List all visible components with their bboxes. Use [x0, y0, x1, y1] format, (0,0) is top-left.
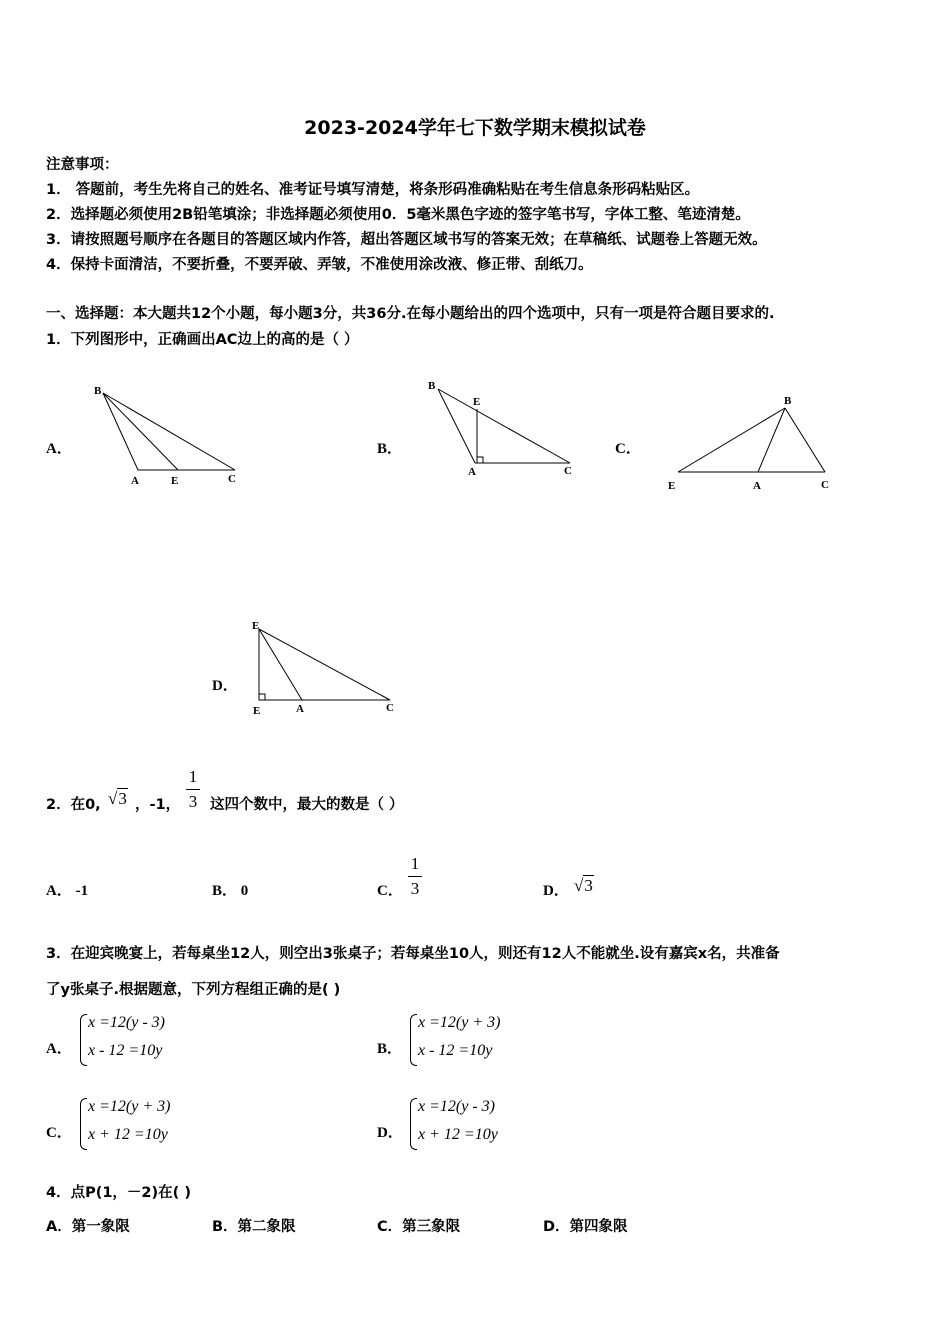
figure-a [85, 378, 250, 488]
vertex-label: C [564, 465, 572, 477]
system-brace [410, 1098, 417, 1150]
option-d-sqrt: √3 [574, 876, 593, 895]
vertex-label: E [252, 620, 260, 632]
equation-system-d [418, 1093, 498, 1149]
sqrt-radicand: 3 [118, 789, 127, 808]
option-d: D．第四象限 [543, 1219, 628, 1235]
option-d-label: D． [543, 883, 569, 899]
vertex-label: A [296, 703, 304, 715]
vertex-label: C [821, 479, 829, 491]
note-item: 1． 答题前，考生先将自己的姓名、准考证号填写清楚，将条形码准确粘贴在考生信息条形码粘贴区。 [46, 182, 700, 198]
equation-system-a [88, 1009, 165, 1065]
note-item: 4．保持卡面清洁，不要折叠，不要弄破、弄皱，不准使用涂改液、修正带、刮纸刀。 [46, 257, 593, 273]
question-stem-suffix: 这四个数中，最大的数是（ ） [210, 797, 404, 813]
vertex-label: E [253, 705, 261, 717]
sqrt-radicand: 3 [584, 876, 593, 895]
option-a [46, 879, 88, 900]
question-stem-prefix: 2．在0, [46, 797, 101, 813]
question-stem-line: 3．在迎宾晚宴上，若每桌坐12人，则空出3张桌子；若每桌坐10人，则还有12人不能就坐.设有嘉宾x名，共准备 [46, 946, 780, 962]
question-stem-line: 了y张桌子.根据题意，下列方程组正确的是( ) [46, 982, 341, 998]
vertex-label: C [228, 473, 236, 485]
figure-c [660, 390, 840, 495]
option-b [212, 879, 248, 900]
option-label: B． [212, 883, 238, 899]
equation: x + 12 =10y [418, 1126, 498, 1143]
equation: x =12(y - 3) [88, 1014, 165, 1031]
option-label-d: D． [377, 1125, 403, 1141]
system-brace [80, 1014, 87, 1066]
system-brace [80, 1098, 87, 1150]
equation: x - 12 =10y [88, 1042, 163, 1059]
vertex-label: C [386, 702, 394, 714]
equation: x =12(y + 3) [418, 1014, 501, 1031]
vertex-label: B [784, 395, 792, 407]
option-label-c: C． [46, 1125, 72, 1141]
figure-d [245, 615, 410, 720]
equation: x =12(y - 3) [418, 1098, 495, 1115]
vertex-label: A [131, 475, 139, 487]
question-stem-mid: ，-1， [135, 797, 181, 813]
notes-heading: 注意事项： [46, 157, 119, 173]
option-label-b: B． [377, 1041, 403, 1057]
option-label: A． [46, 883, 72, 899]
equation: x - 12 =10y [418, 1042, 493, 1059]
fraction-numerator: 1 [410, 854, 420, 873]
fraction-numerator: 1 [188, 767, 198, 786]
equation-system-c [88, 1093, 170, 1149]
option-c-fraction [408, 854, 422, 899]
vertex-label: E [473, 396, 481, 408]
section-heading: 一、选择题：本大题共12个小题，每小题3分，共36分.在每小题给出的四个选项中，只有一项是符合题目要求的. [46, 306, 775, 322]
option-label-a: A． [46, 441, 72, 457]
equation: x =12(y + 3) [88, 1098, 171, 1115]
option-b: B．第二象限 [212, 1219, 296, 1235]
option-c-label: C． [377, 883, 403, 899]
option-label-b: B． [377, 441, 403, 457]
vertex-label: A [753, 480, 761, 492]
option-c: C．第三象限 [377, 1219, 461, 1235]
figure-b [420, 375, 585, 480]
option-value: -1 [75, 883, 89, 899]
fraction [186, 767, 200, 812]
fraction-denominator: 3 [188, 792, 198, 811]
fraction-denominator: 3 [410, 879, 420, 898]
question-stem: 1．下列图形中，正确画出AC边上的高的是（ ） [46, 332, 359, 348]
question-stem: 4．点P(1，－2)在( ) [46, 1185, 191, 1201]
vertex-label: A [468, 466, 476, 478]
equation: x + 12 =10y [88, 1126, 168, 1143]
system-brace [410, 1014, 417, 1066]
note-item: 3．请按照题号顺序在各题目的答题区域内作答，超出答题区域书写的答案无效；在草稿纸、试题卷上答题无效。 [46, 232, 767, 248]
vertex-label: E [668, 480, 676, 492]
vertex-label: B [428, 380, 436, 392]
option-label-a: A． [46, 1041, 72, 1057]
page-title: 2023-2024学年七下数学期末模拟试卷 [304, 117, 646, 139]
note-item: 2．选择题必须使用2B铅笔填涂；非选择题必须使用0．5毫米黑色字迹的签字笔书写，字体工整、笔迹清楚。 [46, 207, 750, 223]
vertex-label: E [171, 475, 179, 487]
option-label-c: C． [615, 441, 641, 457]
equation-system-b [418, 1009, 500, 1065]
option-value: 0 [240, 883, 249, 899]
option-label-d: D． [212, 678, 238, 694]
vertex-label: B [94, 385, 102, 397]
sqrt-expression: √3 [108, 789, 127, 808]
option-a: A．第一象限 [46, 1219, 130, 1235]
